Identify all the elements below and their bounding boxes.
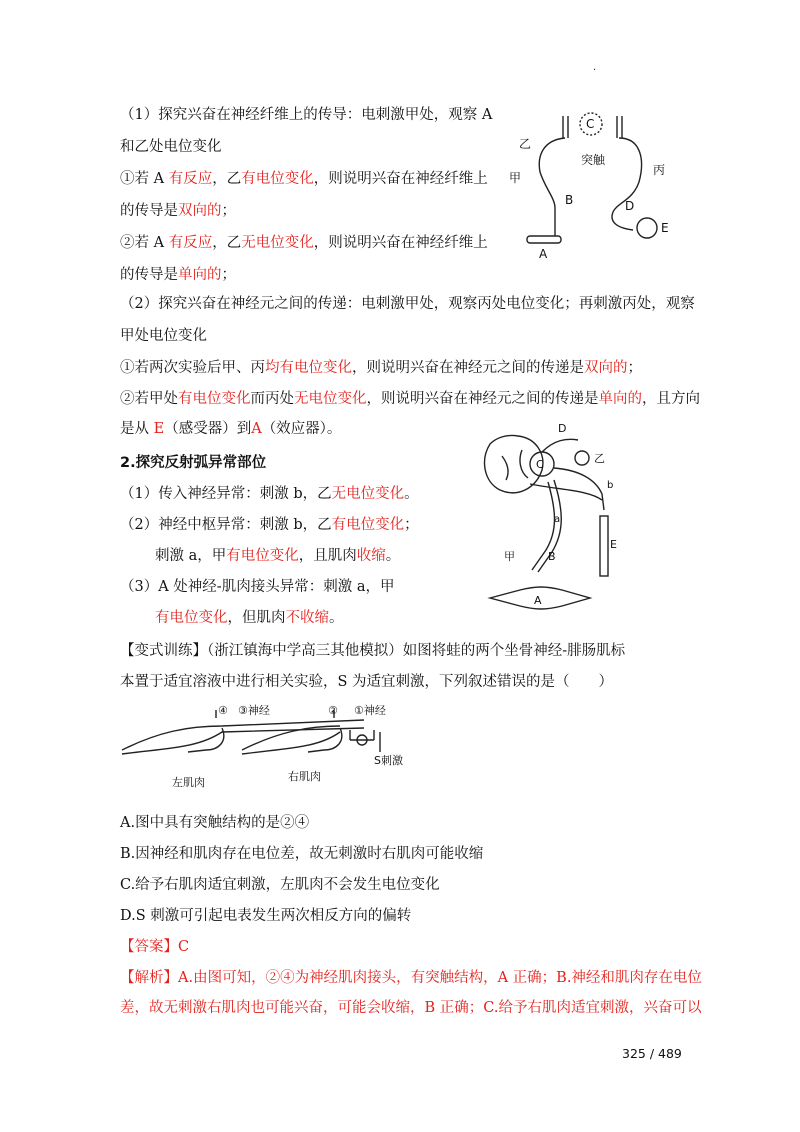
label-e: E bbox=[661, 221, 669, 235]
analysis-line2: 差，故无刺激右肌肉也可能兴奋，可能会收缩，B 正确；C.给予右肌肉适宜刺激，兴奋可以 bbox=[120, 1000, 702, 1016]
label-right-muscle: 右肌肉 bbox=[288, 770, 321, 783]
label-yi: 乙 bbox=[519, 137, 532, 151]
label-a-small: a bbox=[554, 514, 561, 525]
p2-line5: 是从 E（感受器）到A（效应器）。 bbox=[120, 421, 342, 437]
p2-line2: 甲处电位变化 bbox=[120, 328, 207, 344]
reflex-arc-figure bbox=[470, 420, 630, 610]
nerve-muscle-figure bbox=[118, 698, 418, 798]
training-line2: 本置于适宜溶液中进行相关实验，S 为适宜刺激，下列叙述错误的是（ ） bbox=[120, 674, 614, 690]
p2-line4: ②若甲处有电位变化而丙处无电位变化，则说明兴奋在神经元之间的传递是单向的，且方向 bbox=[120, 391, 700, 407]
training-line1: 【变式训练】（浙江镇海中学高三其他模拟）如图将蛙的两个坐骨神经-腓肠肌标 bbox=[120, 643, 626, 659]
option-c: C.给予右肌肉适宜刺激，左肌肉不会发生电位变化 bbox=[120, 877, 440, 893]
label-jia: 甲 bbox=[504, 550, 515, 563]
p1-line6: 的传导是单向的； bbox=[120, 267, 236, 283]
label-a: A bbox=[534, 594, 542, 607]
p1-line2: 和乙处电位变化 bbox=[120, 139, 222, 155]
corner-mark: . bbox=[593, 62, 597, 73]
s2-line1: （1）传入神经异常：刺激 b，乙无电位变化。 bbox=[120, 486, 419, 502]
p2-line3: ①若两次实验后甲、丙均有电位变化，则说明兴奋在神经元之间的传递是双向的； bbox=[120, 360, 642, 376]
label-d: D bbox=[625, 199, 635, 213]
label-c: C bbox=[586, 117, 595, 131]
p1-line4: 的传导是双向的； bbox=[120, 203, 236, 219]
label-e: E bbox=[610, 538, 617, 551]
s2-line2: （2）神经中枢异常：刺激 b，乙有电位变化； bbox=[120, 517, 419, 533]
label-c: C bbox=[536, 458, 544, 471]
label-b: B bbox=[548, 550, 556, 563]
answer-line: 【答案】C bbox=[120, 939, 190, 955]
p1-line1: （1）探究兴奋在神经纤维上的传导：电刺激甲处，观察 A bbox=[120, 107, 493, 123]
p1-line3: ①若 A 有反应，乙有电位变化，则说明兴奋在神经纤维上 bbox=[120, 171, 488, 187]
label-1-nerve: ①神经 bbox=[354, 704, 386, 717]
label-a: A bbox=[539, 247, 548, 260]
p2-line1: （2）探究兴奋在神经元之间的传递：电刺激甲处，观察丙处电位变化；再刺激丙处，观察 bbox=[120, 296, 695, 312]
analysis-line1: 【解析】A.由图可知，②④为神经肌肉接头，有突触结构，A 正确；B.神经和肌肉存在电位 bbox=[120, 970, 702, 986]
label-3-nerve: ③神经 bbox=[238, 704, 270, 717]
label-s-stimulus: S刺激 bbox=[374, 754, 403, 767]
neuron-synapse-figure bbox=[505, 108, 675, 260]
option-d: D.S 刺激可引起电表发生两次相反方向的偏转 bbox=[120, 908, 412, 924]
label-4: ④ bbox=[218, 704, 228, 717]
page-number: 325 / 489 bbox=[622, 1046, 682, 1061]
label-jia: 甲 bbox=[509, 171, 522, 185]
label-b: B bbox=[565, 193, 574, 207]
s2-line4: （3）A 处神经-肌肉接头异常：刺激 a，甲 bbox=[120, 579, 395, 595]
label-bing: 丙 bbox=[653, 163, 666, 177]
label-2: ② bbox=[328, 704, 338, 717]
option-a: A.图中具有突触结构的是②④ bbox=[120, 815, 310, 831]
label-b-small: b bbox=[607, 480, 614, 491]
p1-line5: ②若 A 有反应，乙无电位变化，则说明兴奋在神经纤维上 bbox=[120, 235, 488, 251]
label-synapse: 突触 bbox=[581, 153, 606, 167]
section-2-heading: 2.探究反射弧异常部位 bbox=[120, 455, 267, 471]
label-d: D bbox=[558, 422, 567, 435]
s2-line3: 刺激 a，甲有电位变化，且肌肉收缩。 bbox=[155, 548, 401, 564]
option-b: B.因神经和肌肉存在电位差，故无刺激时右肌肉可能收缩 bbox=[120, 846, 484, 862]
label-yi: 乙 bbox=[594, 452, 605, 465]
label-left-muscle: 左肌肉 bbox=[172, 776, 205, 789]
s2-line5: 有电位变化，但肌肉不收缩。 bbox=[155, 610, 344, 626]
